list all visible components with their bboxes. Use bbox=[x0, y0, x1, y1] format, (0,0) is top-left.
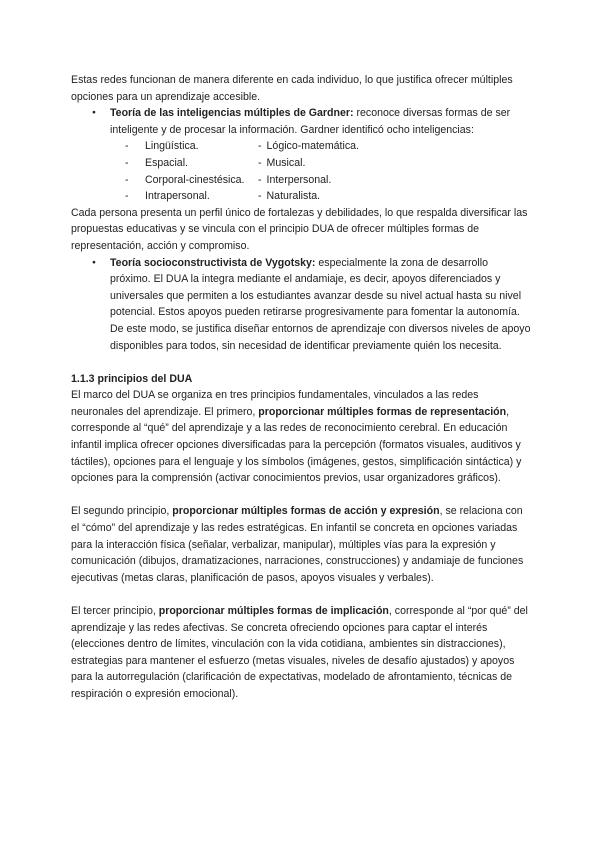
bullet-text bbox=[110, 105, 531, 138]
text-run: , corresponde al “qué” del aprendizaje y a las redes de reconocimiento cerebral. En educación infantil implica ofrecer opciones diversificadas para la percepción (formatos visuales, auditivos y táctiles), opciones para el lenguaje y los símbolos (imágenes, gestos, simplificación sintáctica) y opciones para la comprensión (activar conocimientos previos, usar organizadores gráficos). bbox=[71, 405, 525, 485]
bold-text-run: proporcionar múltiples formas de implicación bbox=[158, 605, 389, 617]
dash-icon: - bbox=[125, 173, 129, 186]
list-item-left: Corporal-cinestésica. bbox=[145, 173, 245, 186]
section-heading-1-1-3 bbox=[71, 371, 531, 388]
text-run: , corresponde al “por qué” del aprendizaje y las redes afectivas. Se concreta ofreciendo opciones para captar el interés (elecciones dentro de límites, vinculación con la vida cotidiana, ambientes sin distracciones), estrategias para mantener el esfuerzo (metas visuales, niveles de desafío ajustados) y apoyos para la autorregulación (clarificación de expectativas, modelado de afrontamiento, técnicas de respiración o expresión emocional). bbox=[71, 605, 531, 700]
principle-representation-paragraph bbox=[71, 387, 531, 487]
bold-text-run: Teoría de las inteligencias múltiples de Gardner: bbox=[110, 107, 354, 120]
bold-text-run: Teoría socioconstructivista de Vygotsky: bbox=[110, 256, 316, 269]
list-item-right bbox=[258, 155, 531, 172]
dash-row bbox=[71, 172, 531, 189]
list-item-right bbox=[258, 188, 531, 205]
dash-icon: - bbox=[125, 190, 129, 203]
dash-icon: - bbox=[258, 190, 262, 203]
bold-text-run: 1.1.3 principios del DUA bbox=[71, 372, 193, 385]
document-content bbox=[71, 72, 534, 703]
list-item-right-label: Naturalista. bbox=[266, 190, 321, 203]
bullet-icon: ● bbox=[92, 109, 96, 117]
text-run: Estas redes funcionan de manera diferente en cada individuo, lo que justifica ofrecer múltiples opciones para un aprendizaje accesible. bbox=[71, 74, 516, 103]
text-run: reconoce diversas formas de ser inteligente y de procesar la información. Gardner identificó ocho inteligencias: bbox=[110, 107, 514, 136]
list-item-right-label: Lógico-matemática. bbox=[266, 140, 359, 153]
list-item-left: Lingüística. bbox=[145, 140, 199, 153]
text-run: El segundo principio, bbox=[71, 505, 173, 518]
list-item-right bbox=[258, 172, 531, 189]
dash-row bbox=[71, 188, 531, 205]
text-run: , se relaciona con el “cómo” del aprendizaje y las redes estratégicas. En infantil se concreta en opciones variadas para la interacción física (señalar, verbalizar, manipular), múltiples vías para la expresión y comunicación (dibujos, dramatizaciones, narraciones, construcciones) y andamiaje de funciones ejecutivas (metas claras, planificación de pasos, apoyos visuales y verbales). bbox=[71, 505, 527, 584]
list-item-right-label: Interpersonal. bbox=[266, 173, 332, 186]
bold-text-run: proporcionar múltiples formas de acción y expresión bbox=[172, 505, 440, 518]
text-run: Cada persona presenta un perfil único de fortalezas y debilidades, lo que respalda diversificar las propuestas educativas y se vincula con el principio DUA de ofrecer múltiples formas de representación, acción y compromiso. bbox=[71, 206, 531, 252]
dash-row bbox=[71, 155, 531, 172]
text-run: El marco del DUA se organiza en tres principios fundamentales, vinculados a las redes neuronales del aprendizaje. El primero, bbox=[71, 389, 482, 418]
intelligences-list bbox=[71, 138, 531, 204]
list-item-left: Espacial. bbox=[145, 156, 188, 169]
text-run: especialmente la zona de desarrollo próximo. El DUA la integra mediante el andamiaje, es decir, apoyos diferenciados y universales que permiten a los estudiantes avanzar desde su nivel actual hasta su nivel potencial. Estos apoyos pueden retirarse progresivamente para fomentar la autonomía. De este modo, se justifica diseñar entornos de aprendizaje con diversos niveles de apoyo disponibles para todos, sin necesidad de identificar previamente quién los necesita. bbox=[110, 256, 534, 352]
list-item-left: Intrapersonal. bbox=[145, 190, 210, 203]
bullet-text bbox=[110, 255, 534, 355]
list-item-right bbox=[258, 138, 531, 155]
bullet-vygotsky bbox=[71, 255, 534, 355]
dash-row bbox=[71, 138, 531, 155]
dash-icon: - bbox=[258, 156, 262, 169]
bullet-gardner bbox=[71, 105, 531, 138]
dash-icon: - bbox=[125, 140, 129, 153]
dash-icon: - bbox=[258, 173, 262, 186]
bold-text-run: proporcionar múltiples formas de representación bbox=[258, 405, 507, 418]
principle-action-expression-paragraph bbox=[71, 503, 531, 586]
intro-paragraph bbox=[71, 72, 531, 105]
dash-icon: - bbox=[125, 156, 129, 169]
text-run: El tercer principio, bbox=[71, 605, 159, 617]
principle-engagement-paragraph bbox=[71, 603, 531, 703]
bullet-icon: ● bbox=[92, 258, 96, 266]
list-item-right-label: Musical. bbox=[266, 156, 306, 169]
gardner-followup-paragraph bbox=[71, 205, 531, 255]
dash-icon: - bbox=[258, 140, 262, 153]
